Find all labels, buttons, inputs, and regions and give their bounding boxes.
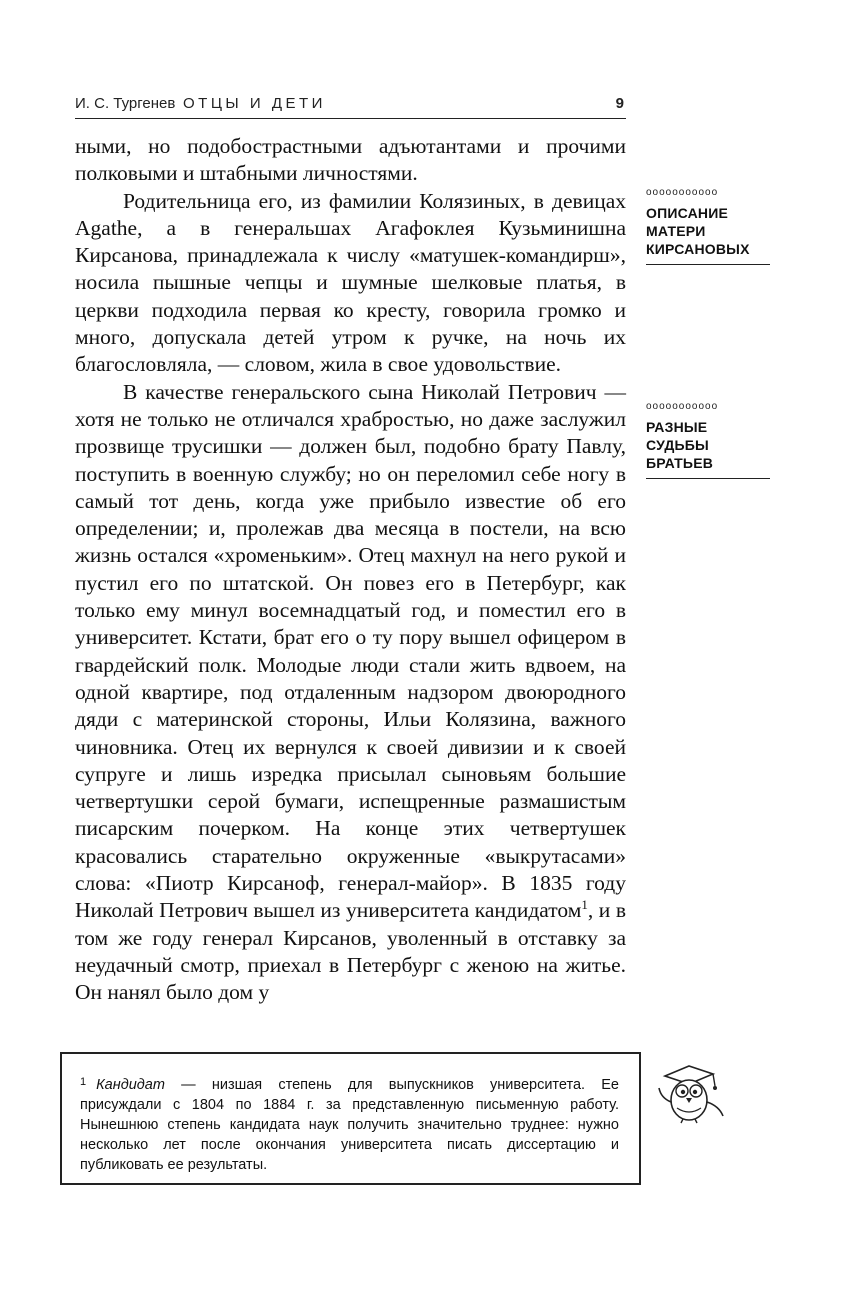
footnote-text: — низшая степень для выпускников университета. Ее присуждали с 1804 по 1884 г. за представленную письменную работу. Нынешнюю степень кандидата наук получить значительно труднее: нужно несколько лет после окончания университета писать диссертацию и публиковать ее результаты. [80, 1077, 619, 1173]
running-header [75, 92, 626, 119]
owl-scholar-icon [655, 1058, 729, 1124]
paragraph-3-part-2: , и в том же году генерал Кирсанов, уволенный в отставку за неудачный смотр, приехал в Петербург с женою на житье. Он нанял было дом у [75, 898, 626, 1005]
footnote-mark: 1 [80, 1076, 87, 1088]
paragraph-3-part-1: В качестве генеральского сына Николай Петрович — хотя не только не отличался храбростью, но даже заслужил прозвище трусишки — должен был, подобно брату Павлу, поступить в военную службу; но он переломил себе ногу в самый тот день, когда уже прибыло известие об его определении; и, пролежав два месяца в постели, на всю жизнь остался «хроменьким». Отец махнул на него рукой и пустил его по штатской. Он повез его в Петербург, как только ему минул восемнадцатый год, и поместил его в университет. Кстати, брат его о ту пору вышел офицером в гвардейский полк. Молодые люди стали жить вдвоем, на одной квартире, под отдаленным надзором двоюродного дяди с материнской стороны, Ильи Колязина, важного чиновника. Отец их вернулся к своей дивизии и к своей супруге и лишь изредка присылал сыновьям большие четвертушки серой бумаги, испещренные размашистым писарским почерком. На конце этих четвертушек красовались старательно окруженные «выкрутасами» слова: «Пиотр Кирсаноф, генерал-майор». В 1835 году Николай Петрович вышел из университета кандидатом [75, 379, 626, 923]
main-text [75, 133, 626, 1007]
paragraph-1: ными, но подобострастными адъютантами и прочими полковыми и штабными личностями. [75, 134, 626, 186]
footnote-box [60, 1052, 641, 1185]
footnote-reference[interactable]: 1 [581, 897, 588, 913]
dotted-rule: ооооооооооо [646, 188, 719, 198]
sidenote-mother-description [646, 188, 770, 265]
sidenote-brothers-fates [646, 402, 770, 479]
paragraph-2: Родительница его, из фамилии Колязиных, в девицах Agathe, а в генеральшах Агафоклея Кузьминишна Кирсанова, принадлежала к числу «матушек-командирш», носила пышные чепцы и шумные шелковые платья, в церкви подходила первая ко кресту, говорила громко и много, допускала детей утром к ручке, на ночь их благословляла, — словом, жила в свое удовольствие. [75, 188, 626, 377]
page-number: 9 [615, 95, 624, 112]
sidenote-label: РАЗНЫЕ СУДЬБЫ БРАТЬЕВ [646, 418, 770, 479]
header-book-title: ОТЦЫ И ДЕТИ [183, 95, 326, 112]
dotted-rule: ооооооооооо [646, 402, 719, 412]
footnote-term: Кандидат [96, 1077, 165, 1093]
header-author: И. С. Тургенев [75, 95, 176, 112]
sidenote-label: ОПИСАНИЕ МАТЕРИ КИРСАНОВЫХ [646, 204, 770, 265]
paragraph-3 [75, 379, 626, 1007]
